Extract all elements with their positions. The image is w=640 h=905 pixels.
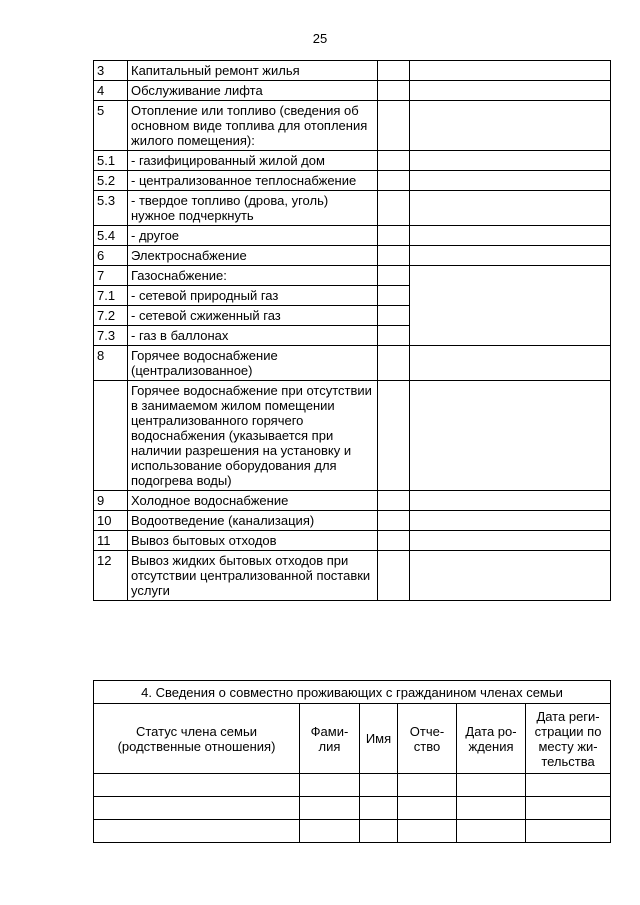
mark-cell[interactable]: [378, 151, 410, 171]
mark-cell[interactable]: [378, 326, 410, 346]
value-cell[interactable]: [410, 171, 611, 191]
mark-cell[interactable]: [378, 346, 410, 381]
cell[interactable]: [457, 797, 526, 820]
mark-cell[interactable]: [378, 61, 410, 81]
row-label: - сетевой сжиженный газ: [128, 306, 378, 326]
cell[interactable]: [526, 774, 611, 797]
row-number: 9: [94, 491, 128, 511]
table-row: [94, 226, 611, 246]
value-cell[interactable]: [410, 81, 611, 101]
table-row: [94, 381, 611, 491]
table-row: [94, 774, 611, 797]
table-row: [94, 171, 611, 191]
column-header-birth-date: Дата ро-ждения: [457, 704, 526, 774]
row-label: Капитальный ремонт жилья: [128, 61, 378, 81]
row-number: 11: [94, 531, 128, 551]
value-cell[interactable]: [410, 511, 611, 531]
value-cell[interactable]: [410, 151, 611, 171]
mark-cell[interactable]: [378, 381, 410, 491]
column-header-row: [94, 704, 611, 774]
cell[interactable]: [398, 774, 457, 797]
row-label: - газифицированный жилой дом: [128, 151, 378, 171]
row-number: 8: [94, 346, 128, 381]
row-label: - твердое топливо (дрова, уголь) нужное подчеркнуть: [128, 191, 378, 226]
table-row: [94, 101, 611, 151]
value-cell[interactable]: [410, 226, 611, 246]
row-number: [94, 381, 128, 491]
family-members-table: [93, 680, 611, 843]
table-row: [94, 491, 611, 511]
row-number: 5.4: [94, 226, 128, 246]
table-row: [94, 266, 611, 286]
row-label: Электроснабжение: [128, 246, 378, 266]
row-label: Холодное водоснабжение: [128, 491, 378, 511]
cell[interactable]: [300, 820, 360, 843]
cell[interactable]: [398, 797, 457, 820]
table-row: [94, 81, 611, 101]
column-header-patronymic: Отче-ство: [398, 704, 457, 774]
mark-cell[interactable]: [378, 551, 410, 601]
row-number: 7.2: [94, 306, 128, 326]
cell[interactable]: [300, 774, 360, 797]
table-row: [94, 531, 611, 551]
row-label: Вывоз жидких бытовых отходов при отсутствии централизованной поставки услуги: [128, 551, 378, 601]
row-label: - централизованное теплоснабжение: [128, 171, 378, 191]
row-number: 4: [94, 81, 128, 101]
mark-cell[interactable]: [378, 171, 410, 191]
table-row: [94, 346, 611, 381]
table-row: [94, 820, 611, 843]
column-header-status: Статус члена семьи (родственные отношения): [94, 704, 300, 774]
row-number: 5: [94, 101, 128, 151]
gas-value-cell[interactable]: [410, 266, 611, 346]
mark-cell[interactable]: [378, 246, 410, 266]
mark-cell[interactable]: [378, 491, 410, 511]
value-cell[interactable]: [410, 191, 611, 226]
row-number: 7: [94, 266, 128, 286]
value-cell[interactable]: [410, 246, 611, 266]
section-title: 4. Сведения о совместно проживающих с гражданином членах семьи: [94, 681, 611, 704]
page-number: 25: [312, 31, 328, 46]
row-number: 12: [94, 551, 128, 601]
value-cell[interactable]: [410, 61, 611, 81]
cell[interactable]: [457, 820, 526, 843]
cell[interactable]: [360, 774, 398, 797]
cell[interactable]: [94, 820, 300, 843]
row-label: Обслуживание лифта: [128, 81, 378, 101]
row-number: 7.3: [94, 326, 128, 346]
row-number: 10: [94, 511, 128, 531]
mark-cell[interactable]: [378, 266, 410, 286]
table-row: [94, 151, 611, 171]
cell[interactable]: [300, 797, 360, 820]
mark-cell[interactable]: [378, 531, 410, 551]
value-cell[interactable]: [410, 381, 611, 491]
mark-cell[interactable]: [378, 81, 410, 101]
row-number: 5.1: [94, 151, 128, 171]
mark-cell[interactable]: [378, 226, 410, 246]
row-number: 5.3: [94, 191, 128, 226]
utilities-table: [93, 60, 611, 601]
table-row: [94, 191, 611, 226]
column-header-surname: Фами-лия: [300, 704, 360, 774]
value-cell[interactable]: [410, 346, 611, 381]
value-cell[interactable]: [410, 531, 611, 551]
cell[interactable]: [94, 774, 300, 797]
mark-cell[interactable]: [378, 286, 410, 306]
row-label: - другое: [128, 226, 378, 246]
cell[interactable]: [526, 820, 611, 843]
table-row: [94, 551, 611, 601]
cell[interactable]: [398, 820, 457, 843]
row-number: 7.1: [94, 286, 128, 306]
table-row: [94, 797, 611, 820]
row-number: 5.2: [94, 171, 128, 191]
row-number: 3: [94, 61, 128, 81]
value-cell[interactable]: [410, 101, 611, 151]
section-header-row: [94, 681, 611, 704]
mark-cell[interactable]: [378, 511, 410, 531]
cell[interactable]: [360, 797, 398, 820]
row-label: Водоотведение (канализация): [128, 511, 378, 531]
column-header-name: Имя: [360, 704, 398, 774]
row-label: - газ в баллонах: [128, 326, 378, 346]
row-label: Отопление или топливо (сведения об основном виде топлива для отопления жилого помещения):: [128, 101, 378, 151]
mark-cell[interactable]: [378, 101, 410, 151]
table-row: [94, 511, 611, 531]
row-number: 6: [94, 246, 128, 266]
mark-cell[interactable]: [378, 191, 410, 226]
row-label: Вывоз бытовых отходов: [128, 531, 378, 551]
table-row: [94, 61, 611, 81]
value-cell[interactable]: [410, 551, 611, 601]
row-label: - сетевой природный газ: [128, 286, 378, 306]
cell[interactable]: [526, 797, 611, 820]
value-cell[interactable]: [410, 491, 611, 511]
row-label: Горячее водоснабжение при отсутствии в занимаемом жилом помещении централизованного горячего водоснабжения (указывается при наличии разрешения на установку и использование оборудования для подогрева воды): [128, 381, 378, 491]
column-header-registration-date: Дата реги-страции по месту жи-тельства: [526, 704, 611, 774]
cell[interactable]: [457, 774, 526, 797]
row-label: Газоснабжение:: [128, 266, 378, 286]
cell[interactable]: [94, 797, 300, 820]
mark-cell[interactable]: [378, 306, 410, 326]
cell[interactable]: [360, 820, 398, 843]
table-row: [94, 246, 611, 266]
row-label: Горячее водоснабжение (централизованное): [128, 346, 378, 381]
